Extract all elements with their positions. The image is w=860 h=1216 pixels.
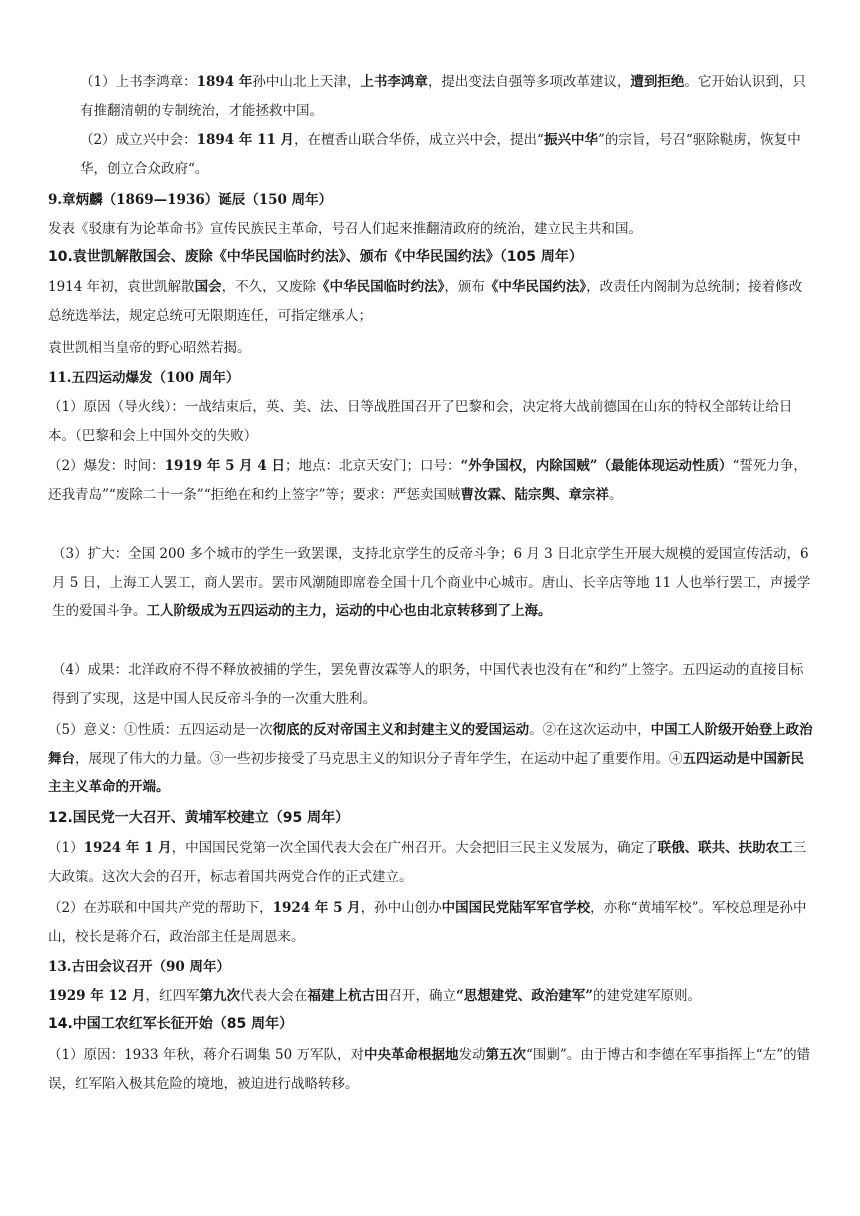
text: 的建党建军原则。 (593, 988, 701, 1004)
s12-heading: 12.国民党一大召开、黄埔军校建立（95 周年） (48, 810, 350, 826)
emphasis: 1894 年 11 月 (196, 132, 295, 148)
emphasis: 《中华民国约法》 (484, 279, 587, 295)
text: （1）原因：1933 年秋，蒋介石调集 50 万军队，对 (48, 1047, 364, 1063)
emphasis: 上书李鸿章 (360, 74, 428, 90)
text: ”的宗旨，号召“驱除鞑虏，恢复中华，创立合众政府“。 (80, 132, 801, 177)
emphasis: 1924 年 5 月 (272, 900, 361, 916)
emphasis: 联俄、联共、扶助农工 (657, 840, 793, 856)
text: （2）爆发：时间： (48, 458, 165, 474)
text: 召开，确立 (388, 988, 456, 1004)
s9-body: 发表《驳康有为论革命书》宣传民族民主革命，号召人们起来推翻清政府的统治，建立民主共和国。 (48, 221, 642, 237)
text: “誓死力争，还我青岛”“废除二十一条”“拒绝在和约上签字”等；要求：严惩卖国贼 (48, 458, 807, 503)
text: “围剿”。由于博古和李德在军事指挥上“左”的错误，红军陷入极其危险的境地，被迫进行战略转移。 (48, 1047, 811, 1092)
text: 。它开始认识到，只有推翻清朝的专制统治，才能拯救中国。 (80, 74, 806, 119)
text: ，红四军 (145, 988, 200, 1004)
s12-paragraph-2 (48, 894, 814, 951)
s14-paragraph-1 (48, 1041, 814, 1098)
emphasis: 彻底的反对帝国主义和封建主义的爱国运动 (272, 722, 530, 738)
emphasis: 遭到拒绝 (630, 74, 685, 90)
text: 三大政策。这次大会的召开，标志着国共两党合作的正式建立。 (48, 840, 807, 885)
emphasis: 1894 年 (196, 74, 253, 90)
emphasis: 五四运动是中国新民主主义革命的开端。 (48, 750, 804, 795)
s11-paragraph-4: （4）成果：北洋政府不得不释放被捕的学生，罢免曹汝霖等人的职务，中国代表也没有在“和约”上签字。五四运动的直接目标得到了实现，这是中国人民反帝斗争的一次重大胜利。 (52, 662, 804, 707)
s11-paragraph-5 (48, 716, 814, 802)
emphasis: 中国工人阶级开始登上政治舞台 (48, 722, 813, 767)
text: ；地点：北京天安门；口号： (284, 458, 461, 474)
text: ，改责任内阁制为总统制；接着修改总统选举法，规定总统可无限期连任，可指定继承人； (48, 279, 803, 324)
s11-paragraph-1: （1）原因（导火线）：一战结束后，英、美、法、日等战胜国召开了巴黎和会，决定将大战前德国在山东的特权全部转让给日本。（巴黎和会上中国外交的失败） (48, 399, 793, 444)
emphasis: 1924 年 1 月 (83, 840, 172, 856)
emphasis: 国会 (194, 279, 222, 295)
emphasis: 中国国民党陆军军官学校 (441, 900, 591, 916)
text: 。②在这次运动中， (529, 722, 651, 738)
emphasis: 工人阶级成为五四运动的主力，运动的中心也由北京转移到了上海。 (146, 603, 552, 619)
s9-heading: 9.章炳麟（1869—1936）诞辰（150 周年） (48, 192, 333, 208)
text: 孙中山北上天津， (252, 74, 361, 90)
text: 代表大会在 (239, 988, 308, 1004)
text: 1914 年初，袁世凯解散 (48, 279, 195, 295)
emphasis: “外争国权，内除国贼”（最能体现运动性质） (460, 458, 733, 474)
emphasis: 中央革命根据地 (364, 1047, 459, 1063)
s13-body (48, 982, 814, 1011)
s12-paragraph-1 (48, 834, 814, 891)
emphasis: 1929 年 12 月 (48, 988, 146, 1004)
text: （1） (48, 840, 84, 856)
text: ，在檀香山联合华侨，成立兴中会，提出“ (294, 132, 544, 148)
emphasis: 第九次 (199, 988, 240, 1004)
text: ，中国国民党第一次全国代表大会在广州召开。大会把旧三民主义发展为，确定了 (171, 840, 658, 856)
text: 发动 (458, 1047, 486, 1063)
emphasis: 曹汝霖、陆宗舆、章宗祥 (460, 486, 610, 503)
emphasis: 福建上杭古田 (307, 988, 389, 1004)
text: ，孙中山创办 (360, 900, 442, 916)
text: ，亦称“黄埔军校”。军校总理是孙中山，校长是蒋介石，政治部主任是周恩来。 (48, 900, 807, 945)
text: （2）成立兴中会： (80, 132, 197, 148)
emphasis: 第五次 (485, 1047, 526, 1063)
s10-body-2: 袁世凯相当皇帝的野心昭然若揭。 (48, 340, 251, 356)
s13-heading: 13.古田会议召开（90 周年） (48, 959, 230, 975)
text: （2）在苏联和中国共产党的帮助下， (48, 900, 273, 916)
s11-paragraph-3 (52, 540, 814, 626)
emphasis: 《中华民国临时约法》 (316, 279, 445, 295)
emphasis: “思想建党、政治建军” (455, 988, 593, 1004)
s8-paragraph-2 (80, 126, 814, 183)
s8-paragraph-1 (80, 68, 814, 125)
text: ，不久，又废除 (221, 279, 317, 295)
text: （3）扩大：全国 200 多个城市的学生一致罢课，支持北京学生的反帝斗争；6 月 3 日北京学生开展大规模的爱国宣传活动，6 月 5 日，上海工人罢工，商人罢市。罢市风潮随即席卷全国十几个商业中心城市。唐山、长辛店等地 11 人也举行罢工，声援学生的爱国斗争。 (52, 546, 811, 619)
text: ，提出变法自强等多项改革建议， (427, 74, 631, 90)
emphasis: 1919 年 5 月 4 日 (164, 458, 285, 474)
emphasis: 振兴中华 (543, 132, 598, 148)
s10-body (48, 273, 814, 330)
text: ，颁布 (444, 279, 485, 295)
text: ，展现了伟大的力量。③一些初步接受了马克思主义的知识分子青年学生，在运动中起了重要作用。④ (75, 750, 683, 767)
text: 。 (609, 486, 623, 503)
s14-heading: 14.中国工农红军长征开始（85 周年） (48, 1016, 294, 1032)
s11-heading: 11.五四运动爆发（100 周年） (48, 370, 240, 386)
text: （5）意义：①性质：五四运动是一次 (48, 722, 273, 738)
s10-heading: 10.袁世凯解散国会、废除《中华民国临时约法》、颁布《中华民国约法》（105 周年） (48, 249, 583, 265)
s11-paragraph-2 (48, 452, 814, 509)
text: （1）上书李鸿章： (80, 74, 197, 90)
